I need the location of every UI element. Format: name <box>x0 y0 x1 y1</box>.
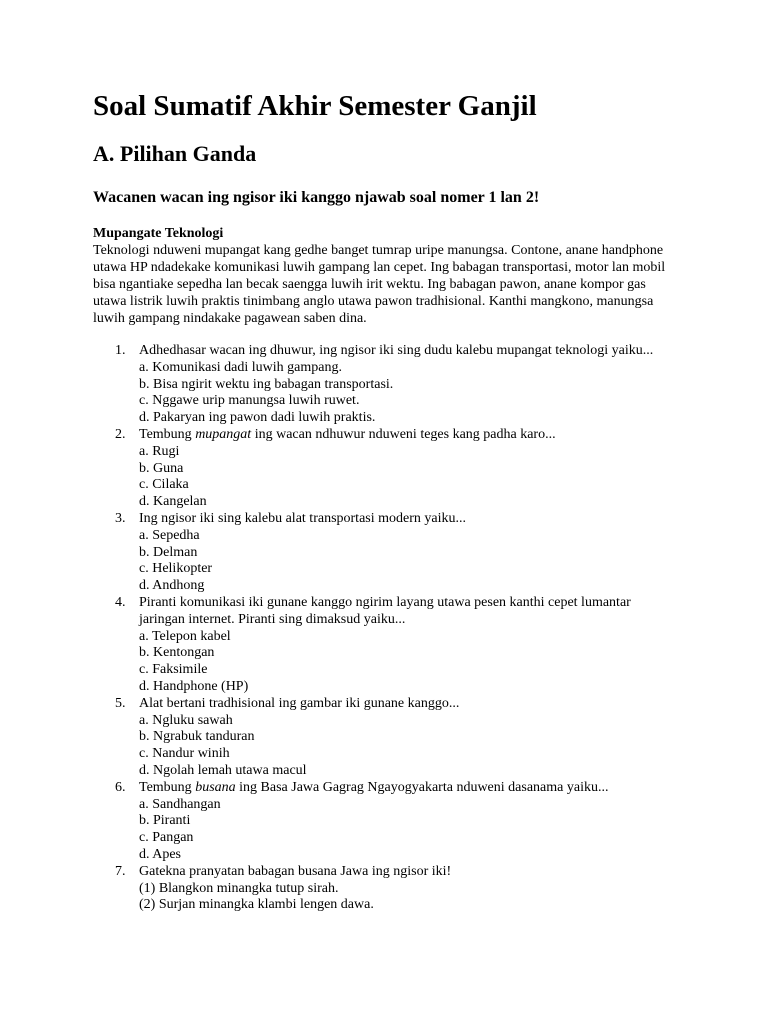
question-item <box>93 780 675 864</box>
question-number: 4. <box>115 594 126 610</box>
question-item <box>93 696 675 780</box>
question-text-part: Tembung <box>139 426 196 442</box>
question-number: 7. <box>115 863 126 879</box>
answer-option: b. Kentongan <box>139 645 215 661</box>
question-text-part: ing wacan ndhuwur nduweni teges kang padha karo... <box>251 426 556 442</box>
answer-option: d. Ngolah lemah utawa macul <box>139 762 307 778</box>
answer-option: b. Piranti <box>139 813 191 829</box>
question-item <box>93 864 675 914</box>
question-list <box>93 327 675 914</box>
answer-option: a. Sepedha <box>139 527 200 543</box>
question-text-part: Ing ngisor iki sing kalebu alat transportasi modern yaiku... <box>139 510 466 526</box>
question-item <box>93 511 675 595</box>
answer-option: c. Cilaka <box>139 477 189 493</box>
answer-option: c. Pangan <box>139 830 194 846</box>
question-text-part: Gatekna pranyatan babagan busana Jawa ing ngisor iki! <box>139 863 452 879</box>
answer-option: d. Pakaryan ing pawon dadi luwih praktis. <box>139 410 376 426</box>
question-text <box>139 343 675 360</box>
answer-option: c. Nggawe urip manungsa luwih ruwet. <box>139 393 360 409</box>
answer-option: c. Nandur winih <box>139 746 230 762</box>
instruction-text: Wacanen wacan ing ngisor iki kanggo njawab soal nomer 1 lan 2! <box>93 189 540 206</box>
passage-title: Mupangate Teknologi <box>93 226 224 241</box>
answer-option: b. Delman <box>139 544 198 560</box>
answer-option: a. Sandhangan <box>139 796 221 812</box>
answer-option: b. Guna <box>139 460 184 476</box>
question-emphasis-word: mupangat <box>195 426 252 442</box>
question-text-part: Tembung <box>139 779 196 795</box>
answer-option: b. Bisa ngirit wektu ing babagan transportasi. <box>139 376 394 392</box>
answer-option: c. Faksimile <box>139 662 208 678</box>
question-text <box>139 427 675 444</box>
question-item <box>93 427 675 511</box>
question-text-part: Alat bertani tradhisional ing gambar iki gunane kanggo... <box>139 695 460 711</box>
question-text <box>139 595 675 629</box>
answer-option: d. Andhong <box>139 578 205 594</box>
passage-text: Teknologi nduweni mupangat kang gedhe banget tumrap uripe manungsa. Contone, anane handphone utawa HP ndadekake komunikasi luwih gampang lan cepet. Ing babagan transportasi, motor lan mobil bisa ngantiake sepedha lan becak saengga luwih irit wektu. Ing babagan pawon, anane kompor gas utawa listrik luwih praktis tinimbang anglo utawa pawon tradhisional. Kanthi mangkono, manungsa luwih gampang nindakake pagawean saben dina. <box>93 243 666 326</box>
question-text-part: Piranti komunikasi iki gunane kanggo ngirim layang utawa pesen kanthi cepet lumantar jaringan internet. Piranti sing dimaksud yaiku... <box>139 594 631 627</box>
answer-option: a. Telepon kabel <box>139 628 231 644</box>
question-text <box>139 864 675 881</box>
question-text-part: ing Basa Jawa Gagrag Ngayogyakarta nduweni dasanama yaiku... <box>235 779 609 795</box>
section-heading: A. Pilihan Ganda <box>93 141 257 166</box>
answer-option: c. Helikopter <box>139 561 213 577</box>
document-title: Soal Sumatif Akhir Semester Ganjil <box>93 90 537 122</box>
question-item <box>93 595 675 696</box>
question-text <box>139 511 675 528</box>
answer-option: b. Ngrabuk tanduran <box>139 729 255 745</box>
question-text <box>139 696 675 713</box>
question-number: 1. <box>115 343 126 358</box>
answer-option: (1) Blangkon minangka tutup sirah. <box>139 880 339 896</box>
question-number: 3. <box>115 510 126 526</box>
answer-option: d. Kangelan <box>139 494 207 510</box>
question-text-part: Adhedhasar wacan ing dhuwur, ing ngisor iki sing dudu kalebu mupangat teknologi yaiku... <box>139 343 654 358</box>
question-number: 6. <box>115 779 126 795</box>
answer-option: d. Handphone (HP) <box>139 678 249 694</box>
question-number: 5. <box>115 695 126 711</box>
answer-option: (2) Surjan minangka klambi lengen dawa. <box>139 897 374 913</box>
question-item <box>93 343 675 427</box>
question-emphasis-word: busana <box>195 779 236 795</box>
question-text <box>139 780 675 797</box>
answer-option: a. Rugi <box>139 443 180 459</box>
answer-option: a. Komunikasi dadi luwih gampang. <box>139 359 342 375</box>
question-number: 2. <box>115 426 126 442</box>
answer-option: d. Apes <box>139 846 181 862</box>
answer-option: a. Ngluku sawah <box>139 712 233 728</box>
